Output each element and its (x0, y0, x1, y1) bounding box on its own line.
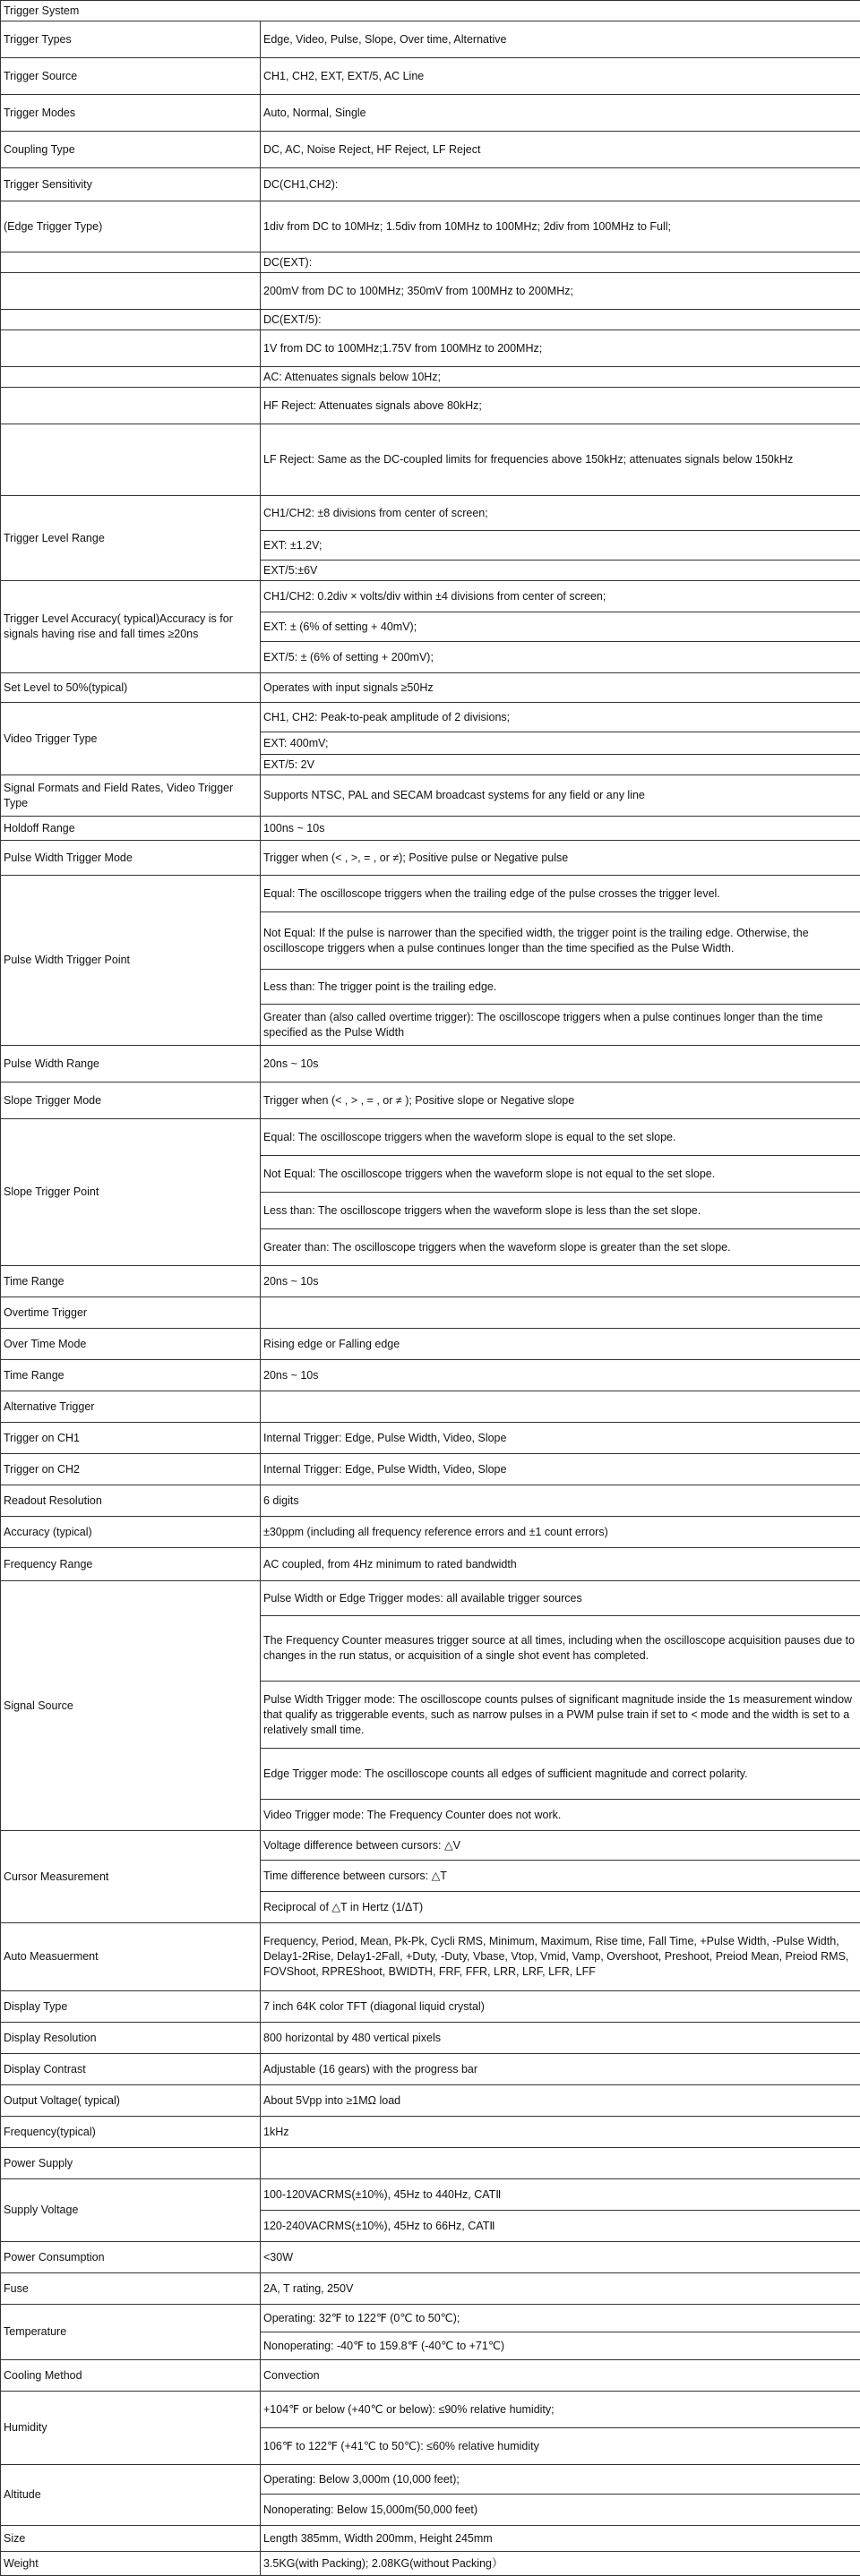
spec-value: Operating: Below 3,000m (10,000 feet); (261, 2465, 860, 2495)
spec-value: Pulse Width Trigger mode: The oscilloscope counts pulses of significant magnitude inside the 1s measurement window that qualify as triggerable events, such as narrow pulses in a PWM pulse train if set to < mode and the width is set to a relatively small time. (261, 1682, 860, 1749)
spec-value: Less than: The oscilloscope triggers when the waveform slope is less than the set slope. (261, 1193, 860, 1229)
table-row (1, 1391, 860, 1423)
spec-label (1, 424, 261, 496)
spec-label: Signal Source (1, 1581, 261, 1831)
spec-value: Nonoperating: -40℉ to 159.8℉ (-40℃ to +71℃) (261, 2332, 860, 2360)
spec-value: DC(CH1,CH2): (261, 168, 860, 201)
spec-value: Greater than (also called overtime trigger): The oscilloscope triggers when a pulse continues longer than the time specified as the Pulse Width (261, 1005, 860, 1046)
spec-value: Convection (261, 2360, 860, 2392)
spec-value (261, 1297, 860, 1329)
spec-value: EXT/5:±6V (261, 561, 860, 581)
table-row (1, 424, 860, 496)
spec-value: 100-120VACRMS(±10%), 45Hz to 440Hz, CATⅡ (261, 2179, 860, 2211)
spec-label: Trigger Source (1, 58, 261, 95)
spec-label: Display Resolution (1, 2023, 261, 2054)
table-row (1, 58, 860, 95)
table-row (1, 2305, 860, 2332)
table-row (1, 2552, 860, 2576)
table-row (1, 2465, 860, 2495)
spec-value: LF Reject: Same as the DC-coupled limits for frequencies above 150kHz; attenuates signals below 150kHz (261, 424, 860, 496)
table-row (1, 201, 860, 252)
spec-value: The Frequency Counter measures trigger source at all times, including when the oscilloscope acquisition pauses due to changes in the run status, or acquisition of a single shot event has completed. (261, 1616, 860, 1682)
spec-label: Temperature (1, 2305, 261, 2360)
spec-label: Overtime Trigger (1, 1297, 261, 1329)
spec-value: Frequency, Period, Mean, Pk-Pk, Cycli RMS, Minimum, Maximum, Rise time, Fall Time, +Pulse Width, -Pulse Width, Delay1-2Rise, Delay1-2Fall, +Duty, -Duty, Vbase, Vtop, Vmid, Vamp, Overshoot, Preshoot, Preiod Mean, Preiod RMS, FOVShoot, RPREShoot, BWIDTH, FRF, FFR, LRR, LRF, LFR, LFF (261, 1923, 860, 1991)
spec-value: Length 385mm, Width 200mm, Height 245mm (261, 2526, 860, 2552)
spec-label: Supply Voltage (1, 2179, 261, 2242)
spec-value: Less than: The trigger point is the trailing edge. (261, 970, 860, 1005)
table-row (1, 2085, 860, 2117)
spec-value: 1kHz (261, 2117, 860, 2148)
spec-value: Greater than: The oscilloscope triggers when the waveform slope is greater than the set slope. (261, 1229, 860, 1266)
table-row (1, 2148, 860, 2179)
table-row (1, 330, 860, 367)
spec-value: Voltage difference between cursors: △V (261, 1831, 860, 1861)
spec-value: Supports NTSC, PAL and SECAM broadcast systems for any field or any line (261, 775, 860, 817)
spec-label: Alternative Trigger (1, 1391, 261, 1423)
spec-value: Internal Trigger: Edge, Pulse Width, Video, Slope (261, 1454, 860, 1485)
spec-label (1, 273, 261, 310)
table-row (1, 1831, 860, 1861)
spec-value: <30W (261, 2242, 860, 2273)
spec-label: Trigger on CH2 (1, 1454, 261, 1485)
spec-value (261, 1391, 860, 1423)
table-row (1, 2054, 860, 2085)
spec-value: Edge, Video, Pulse, Slope, Over time, Alternative (261, 21, 860, 58)
spec-label: Video Trigger Type (1, 703, 261, 775)
spec-value: 20ns ~ 10s (261, 1266, 860, 1297)
spec-value: CH1, CH2, EXT, EXT/5, AC Line (261, 58, 860, 95)
table-row (1, 1485, 860, 1517)
spec-value: 1div from DC to 10MHz; 1.5div from 10MHz to 100MHz; 2div from 100MHz to Full; (261, 201, 860, 252)
table-row (1, 2023, 860, 2054)
spec-value: Pulse Width or Edge Trigger modes: all available trigger sources (261, 1581, 860, 1616)
table-row (1, 1266, 860, 1297)
spec-value: Trigger when (< , > , = , or ≠ ); Positive slope or Negative slope (261, 1083, 860, 1119)
spec-value: Reciprocal of △T in Hertz (1/ΔT) (261, 1892, 860, 1923)
spec-value: 800 horizontal by 480 vertical pixels (261, 2023, 860, 2054)
spec-label: Pulse Width Trigger Point (1, 876, 261, 1046)
table-row (1, 1360, 860, 1391)
spec-value: 200mV from DC to 100MHz; 350mV from 100MHz to 200MHz; (261, 273, 860, 310)
spec-label: Trigger Level Accuracy( typical)Accuracy is for signals having rise and fall times ≥20ns (1, 581, 261, 673)
spec-value: 3.5KG(with Packing); 2.08KG(without Packing） (261, 2552, 860, 2576)
spec-value: +104℉ or below (+40℃ or below): ≤90% relative humidity; (261, 2392, 860, 2428)
spec-value: 7 inch 64K color TFT (diagonal liquid crystal) (261, 1991, 860, 2023)
spec-value: ±30ppm (including all frequency reference errors and ±1 count errors) (261, 1517, 860, 1548)
table-row (1, 1423, 860, 1454)
spec-label: Cooling Method (1, 2360, 261, 2392)
spec-value: Equal: The oscilloscope triggers when the trailing edge of the pulse crosses the trigger level. (261, 876, 860, 912)
spec-label: Trigger on CH1 (1, 1423, 261, 1454)
table-row (1, 1329, 860, 1360)
spec-value: 120-240VACRMS(±10%), 45Hz to 66Hz, CATⅡ (261, 2211, 860, 2242)
spec-label: Trigger Modes (1, 95, 261, 132)
table-row (1, 21, 860, 58)
spec-value: 100ns ~ 10s (261, 817, 860, 841)
spec-value: CH1/CH2: ±8 divisions from center of screen; (261, 496, 860, 531)
spec-label: Output Voltage( typical) (1, 2085, 261, 2117)
table-row (1, 2242, 860, 2273)
table-row (1, 367, 860, 388)
spec-label: Display Contrast (1, 2054, 261, 2085)
spec-value: Nonoperating: Below 15,000m(50,000 feet) (261, 2495, 860, 2526)
spec-value: AC: Attenuates signals below 10Hz; (261, 367, 860, 388)
spec-label: Fuse (1, 2273, 261, 2305)
spec-value: Not Equal: If the pulse is narrower than the specified width, the trigger point is the trailing edge. Otherwise, the oscilloscope triggers when a pulse continues longer than the time specified as the Pulse Width. (261, 912, 860, 970)
spec-value: Operates with input signals ≥50Hz (261, 673, 860, 703)
table-row (1, 1923, 860, 1991)
spec-label: (Edge Trigger Type) (1, 201, 261, 252)
spec-value: DC(EXT): (261, 252, 860, 273)
spec-value: EXT: ± (6% of setting + 40mV); (261, 612, 860, 642)
spec-label: Over Time Mode (1, 1329, 261, 1360)
spec-label: Coupling Type (1, 132, 261, 168)
spec-value: Operating: 32℉ to 122℉ (0℃ to 50℃); (261, 2305, 860, 2332)
table-row (1, 1517, 860, 1548)
table-row (1, 2273, 860, 2305)
spec-label (1, 367, 261, 388)
table-row (1, 252, 860, 273)
spec-value: EXT: ±1.2V; (261, 531, 860, 561)
table-row (1, 1046, 860, 1083)
spec-label: Trigger Types (1, 21, 261, 58)
table-row (1, 1297, 860, 1329)
spec-value: Time difference between cursors: △T (261, 1861, 860, 1892)
table-row (1, 1548, 860, 1581)
table-row (1, 2117, 860, 2148)
spec-value: 20ns ~ 10s (261, 1046, 860, 1083)
table-row (1, 581, 860, 612)
table-row (1, 673, 860, 703)
spec-value: CH1/CH2: 0.2div × volts/div within ±4 divisions from center of screen; (261, 581, 860, 612)
table-row (1, 817, 860, 841)
spec-value: EXT/5: 2V (261, 755, 860, 775)
table-row (1, 1991, 860, 2023)
spec-label: Time Range (1, 1360, 261, 1391)
spec-label: Frequency(typical) (1, 2117, 261, 2148)
table-row (1, 841, 860, 876)
spec-label: Time Range (1, 1266, 261, 1297)
table-title: Trigger System (1, 1, 860, 21)
spec-value: EXT: 400mV; (261, 732, 860, 755)
spec-label: Cursor Measurement (1, 1831, 261, 1923)
table-row (1, 1454, 860, 1485)
spec-value (261, 2148, 860, 2179)
table-row (1, 2179, 860, 2211)
spec-value: About 5Vpp into ≥1MΩ load (261, 2085, 860, 2117)
spec-label: Slope Trigger Mode (1, 1083, 261, 1119)
spec-value: Auto, Normal, Single (261, 95, 860, 132)
spec-label: Humidity (1, 2392, 261, 2465)
spec-label: Holdoff Range (1, 817, 261, 841)
spec-label: Pulse Width Trigger Mode (1, 841, 261, 876)
spec-value: Rising edge or Falling edge (261, 1329, 860, 1360)
spec-label: Power Supply (1, 2148, 261, 2179)
table-row (1, 2392, 860, 2428)
spec-label: Pulse Width Range (1, 1046, 261, 1083)
spec-value: 6 digits (261, 1485, 860, 1517)
spec-label: Auto Measuerment (1, 1923, 261, 1991)
spec-label: Frequency Range (1, 1548, 261, 1581)
table-row (1, 703, 860, 732)
spec-table-body (1, 1, 860, 2576)
table-row (1, 388, 860, 424)
spec-label (1, 310, 261, 330)
spec-value: Not Equal: The oscilloscope triggers when the waveform slope is not equal to the set slope. (261, 1156, 860, 1193)
spec-label: Trigger Sensitivity (1, 168, 261, 201)
spec-value: Internal Trigger: Edge, Pulse Width, Video, Slope (261, 1423, 860, 1454)
table-row (1, 2526, 860, 2552)
spec-value: 1V from DC to 100MHz;1.75V from 100MHz to 200MHz; (261, 330, 860, 367)
spec-label (1, 388, 261, 424)
spec-value: CH1, CH2: Peak-to-peak amplitude of 2 divisions; (261, 703, 860, 732)
spec-label: Display Type (1, 1991, 261, 2023)
spec-value: HF Reject: Attenuates signals above 80kHz; (261, 388, 860, 424)
spec-value: Video Trigger mode: The Frequency Counter does not work. (261, 1800, 860, 1831)
table-row (1, 132, 860, 168)
spec-label: Slope Trigger Point (1, 1119, 261, 1266)
title-row (1, 1, 860, 21)
table-row (1, 1581, 860, 1616)
spec-label: Set Level to 50%(typical) (1, 673, 261, 703)
table-row (1, 775, 860, 817)
spec-label: Signal Formats and Field Rates, Video Trigger Type (1, 775, 261, 817)
spec-label (1, 252, 261, 273)
spec-value: Trigger when (< , >, = , or ≠); Positive pulse or Negative pulse (261, 841, 860, 876)
table-row (1, 2360, 860, 2392)
spec-label: Readout Resolution (1, 1485, 261, 1517)
spec-label: Altitude (1, 2465, 261, 2526)
spec-value: AC coupled, from 4Hz minimum to rated bandwidth (261, 1548, 860, 1581)
table-row (1, 168, 860, 201)
table-row (1, 95, 860, 132)
spec-label (1, 330, 261, 367)
spec-value: EXT/5: ± (6% of setting + 200mV); (261, 642, 860, 673)
spec-value: Equal: The oscilloscope triggers when the waveform slope is equal to the set slope. (261, 1119, 860, 1156)
spec-value: 20ns ~ 10s (261, 1360, 860, 1391)
spec-value: DC, AC, Noise Reject, HF Reject, LF Reject (261, 132, 860, 168)
spec-label: Trigger Level Range (1, 496, 261, 581)
table-row (1, 1083, 860, 1119)
spec-value: Adjustable (16 gears) with the progress bar (261, 2054, 860, 2085)
table-row (1, 273, 860, 310)
table-row (1, 496, 860, 531)
spec-value: 106℉ to 122℉ (+41℃ to 50℃): ≤60% relative humidity (261, 2428, 860, 2465)
table-row (1, 1119, 860, 1156)
table-row (1, 310, 860, 330)
spec-value: DC(EXT/5): (261, 310, 860, 330)
spec-label: Power Consumption (1, 2242, 261, 2273)
spec-value: Edge Trigger mode: The oscilloscope counts all edges of sufficient magnitude and correct polarity. (261, 1749, 860, 1800)
spec-label: Size (1, 2526, 261, 2552)
spec-label: Weight (1, 2552, 261, 2576)
spec-value: 2A, T rating, 250V (261, 2273, 860, 2305)
spec-label: Accuracy (typical) (1, 1517, 261, 1548)
table-row (1, 876, 860, 912)
